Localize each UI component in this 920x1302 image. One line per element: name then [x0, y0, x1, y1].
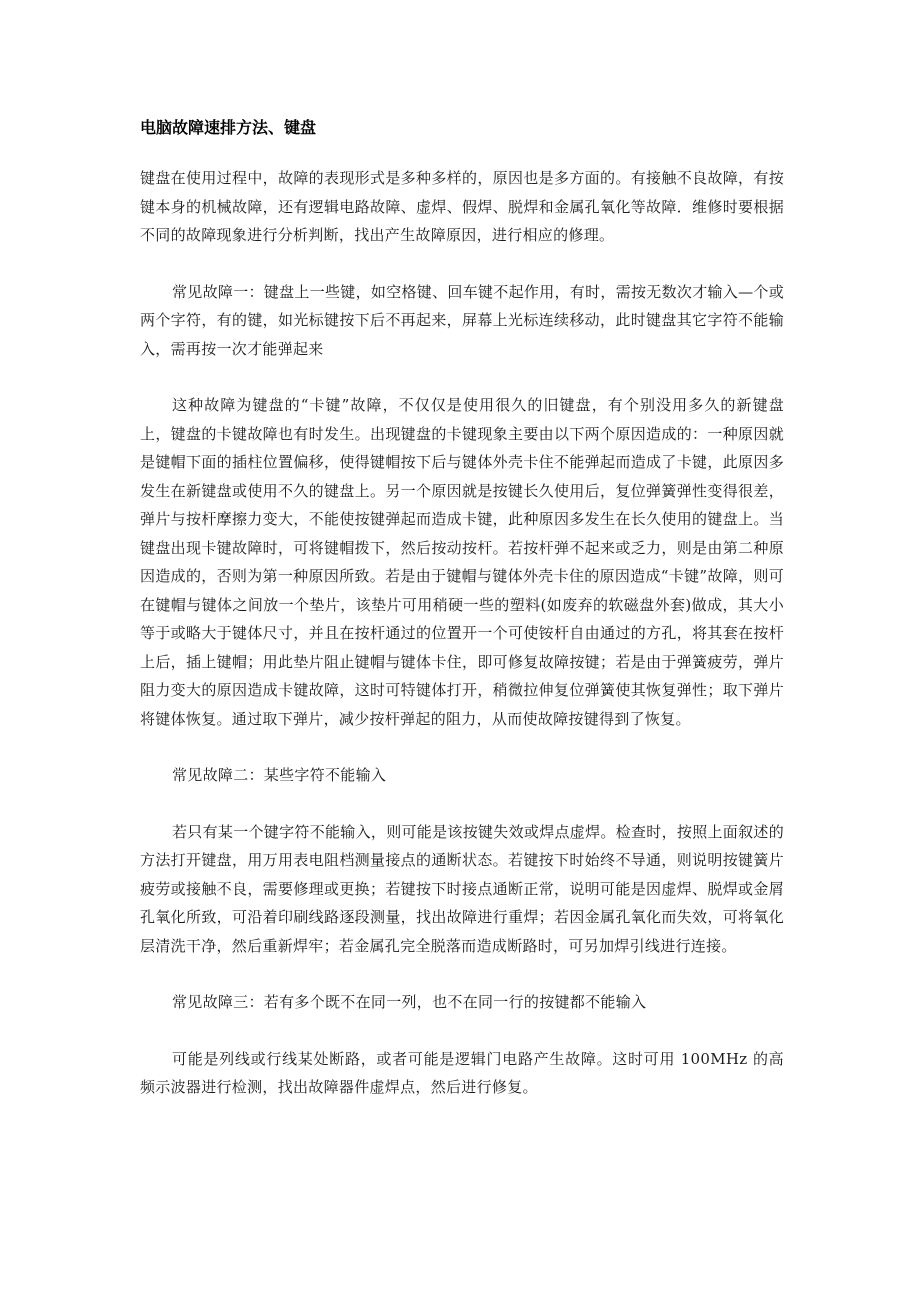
- fault-one-explanation-paragraph: 这种故障为键盘的“卡键”故障，不仅仅是使用很久的旧键盘，有个别没用多久的新键盘上，键盘的卡键故障也有时发生。出现键盘的卡键现象主要由以下两个原因造成的：一种原因就是键帽下面的插柱位置偏移，使得键帽按下后与键体外壳卡住不能弹起而造成了卡键，此原因多发生在新键盘或使用不久的键盘上。另一个原因就是按键长久使用后，复位弹簧弹性变得很差，弹片与按杆摩擦力变大，不能使按键弹起而造成卡键，此种原因多发生在长久使用的键盘上。当键盘出现卡键故障时，可将键帽拨下，然后按动按杆。若按杆弹不起来或乏力，则是由第二种原因造成的，否则为第一种原因所致。若是由于键帽与键体外壳卡住的原因造成“卡键”故障，则可在键帽与键体之间放一个垫片，该垫片可用稍硬一些的塑料(如废弃的软磁盘外套)做成，其大小等于或略大于键体尺寸，并且在按杆通过的位置开一个可使铵杆自由通过的方孔，将其套在按杆上后，插上键帽；用此垫片阻止键帽与键体卡住，即可修复故障按键；若是由于弹簧疲劳，弹片阻力变大的原因造成卡键故障，这时可特键体打开，稍微拉伸复位弹簧使其恢复弹性；取下弹片将键体恢复。通过取下弹片，减少按杆弹起的阻力，从而使故障按键得到了恢复。: [140, 396, 784, 728]
- fault-two-heading: 常见故障二：某些字符不能输入: [172, 766, 387, 784]
- fault-three-heading: 常见故障三：若有多个既不在同一列，也不在同一行的按键都不能输入: [172, 993, 647, 1011]
- document-title: 电脑故障速排方法、键盘: [140, 118, 317, 137]
- fault-one-heading-paragraph: 常见故障一：键盘上一些键，如空格键、回车键不起作用，有时，需按无数次才输入—个或两个字符，有的键，如光标键按下后不再起来，屏幕上光标连续移动，此时键盘其它字符不能输入，需再按一次才能弹起来: [140, 282, 785, 358]
- document-page: [140, 114, 784, 1130]
- fault-two-explanation-paragraph: 若只有某一个键字符不能输入，则可能是该按键失效或焊点虚焊。检查时，按照上面叙述的方法打开键盘，用万用表电阻档测量接点的通断状态。若键按下时始终不导通，则说明按键簧片疲劳或接触不良，需要修理或更换；若键按下时接点通断正常，说明可能是因虚焊、脱焊或金屑孔氧化所致，可沿着印刷线路逐段测量，找出故障进行重焊；若因金属孔氧化而失效，可将氧化层清洗干净，然后重新焊牢；若金属孔完全脱落而造成断路时，可另加焊引线进行连接。: [140, 822, 785, 955]
- fault-three-explanation-paragraph: 可能是列线或行线某处断路，或者可能是逻辑门电路产生故障。这时可用 100MHz 的高频示波器进行检测，找出故障器件虚焊点，然后进行修复。: [140, 1049, 784, 1096]
- intro-paragraph: 键盘在使用过程中，故障的表现形式是多种多样的，原因也是多方面的。有接触不良故障，有按键本身的机械故障，还有逻辑电路故障、虚焊、假焊、脱焊和金属孔氧化等故障．维修时要根据不同的故障现象进行分析判断，找出产生故障原因，进行相应的修理。: [140, 169, 784, 244]
